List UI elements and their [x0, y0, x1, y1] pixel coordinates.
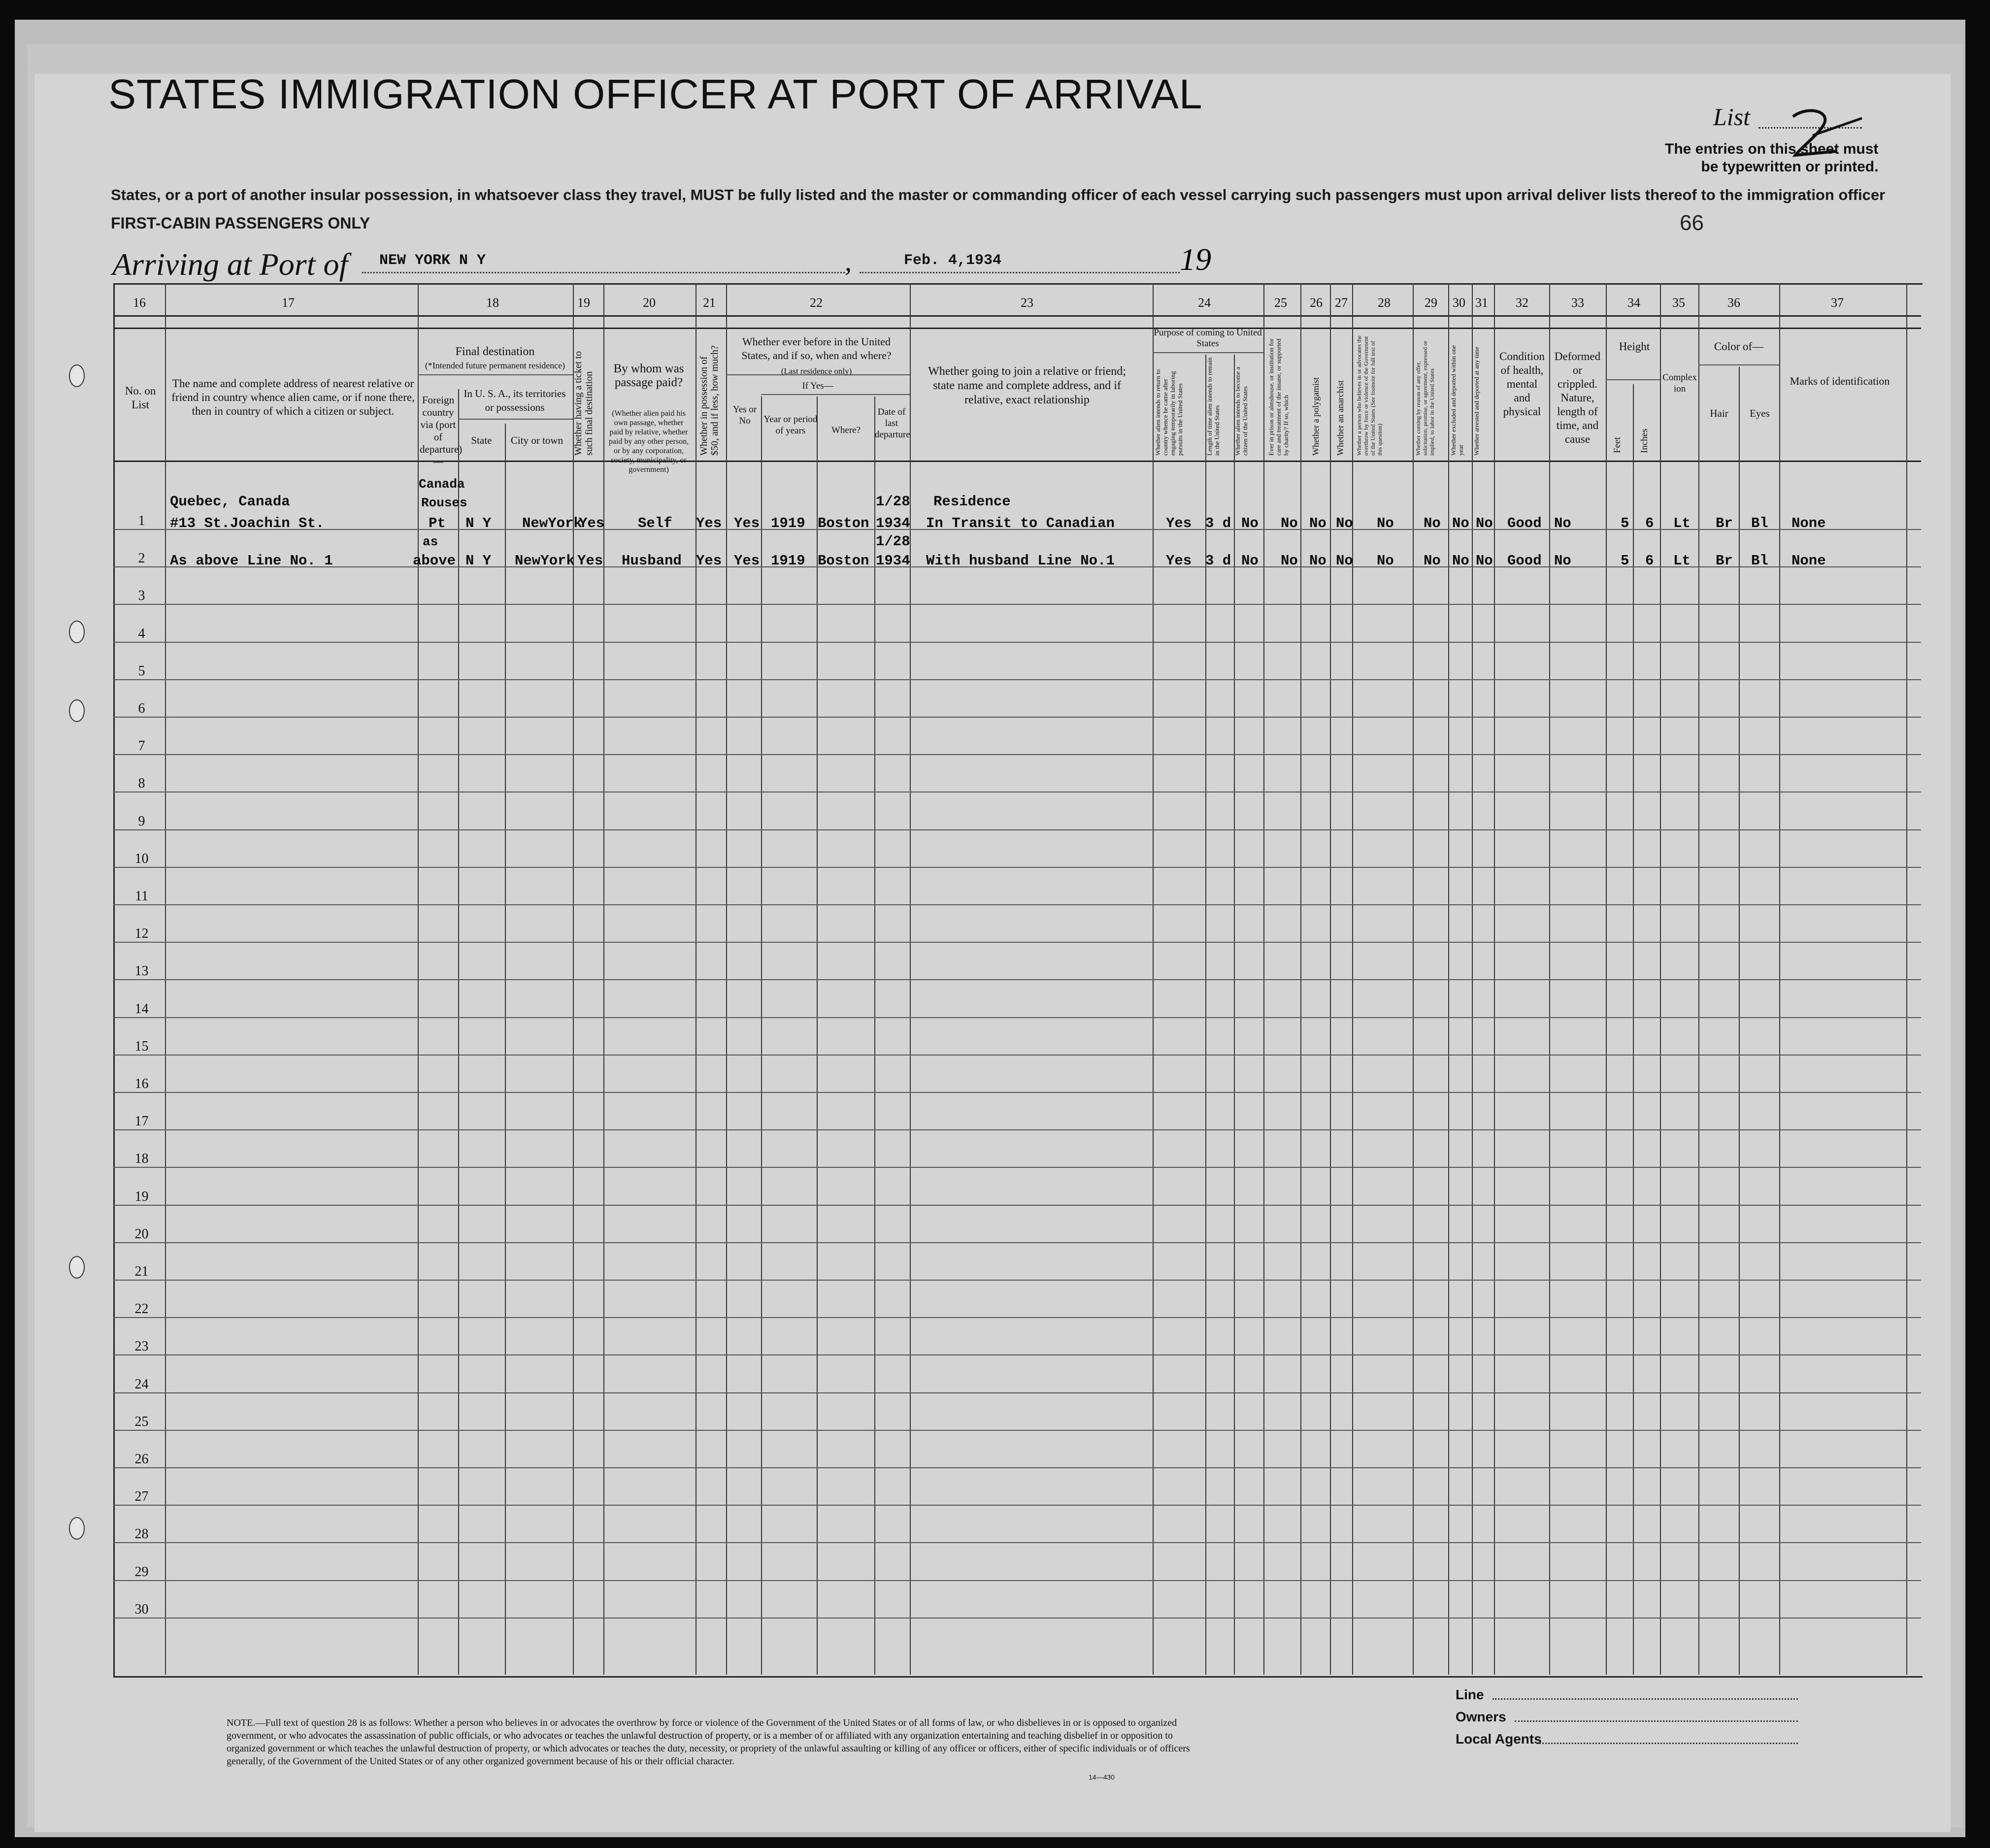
col-num-37: 37: [1831, 296, 1844, 310]
header-bottom: [113, 461, 1921, 462]
hdr-yes-no: Yes or No: [732, 404, 757, 426]
r2-excluded: No: [1452, 553, 1469, 569]
row-number: 5: [138, 663, 145, 679]
hdr-color-of: Color of—: [1714, 340, 1764, 353]
row-number: 28: [134, 1526, 149, 1542]
row-number: 27: [134, 1489, 149, 1505]
r2-date-dep-2: 1934: [876, 553, 910, 569]
port-line: [362, 272, 845, 273]
r2-relative-line1: As above Line No. 1: [170, 553, 333, 569]
r1-condition: Good: [1507, 515, 1542, 531]
row-line: [113, 1617, 1921, 1618]
sheet-number: 66: [1680, 211, 1704, 235]
owners-rule: [1515, 1720, 1798, 1722]
subheader-divider: [1698, 364, 1779, 365]
r2-arrested: No: [1476, 553, 1493, 569]
hdr-eyes: Eyes: [1750, 407, 1770, 419]
col-num-36: 36: [1727, 296, 1740, 310]
row-line: [113, 1017, 1921, 1018]
hdr-marks: Marks of identification: [1790, 375, 1890, 387]
r1-date-dep-2: 1934: [876, 515, 910, 531]
col-num-28: 28: [1378, 296, 1391, 310]
r2-citizen: No: [1241, 553, 1259, 569]
subcolumn-divider: [1739, 367, 1740, 1675]
subcolumn-divider: [817, 396, 818, 1675]
row-line: [113, 642, 1921, 643]
col-num-25: 25: [1274, 296, 1287, 310]
r1-inches: 6: [1645, 515, 1654, 531]
row-line: [113, 1505, 1921, 1506]
hdr-offer: Whether coming by reason of any offer, solicitation, promise, or agreement, expressed or implied, to labor in the United States: [1415, 340, 1435, 456]
hdr-by-whom-note: (Whether alien paid his own passage, whether paid by relative, whether paid by any other person, or by any corporation, society, municipality, or government): [608, 409, 689, 474]
row-number: 26: [134, 1452, 149, 1467]
subcolumn-divider: [458, 389, 459, 1675]
row-number: 10: [134, 851, 149, 866]
row-line: [113, 717, 1921, 718]
r2-prison: No: [1281, 553, 1298, 569]
hdr-overthrow: Whether a person who believes in or advocates the overthrow by force or violence of the Government of the United States (See footnote for full text of this question): [1356, 335, 1383, 456]
row-line: [113, 1092, 1921, 1093]
col-num-22: 22: [810, 296, 823, 310]
row-line: [113, 1167, 1921, 1168]
r2-ticket: Yes: [577, 553, 603, 569]
row-number: 8: [138, 776, 145, 792]
row-number: 4: [138, 626, 145, 641]
col-num-19: 19: [577, 296, 590, 310]
row-number: 6: [138, 701, 145, 716]
r2-foreign-line1: as: [423, 534, 438, 549]
row-number: 22: [134, 1301, 149, 1317]
r2-ever-before: Yes: [734, 553, 760, 569]
hdr-ticket: Whether having a ticket to such final destination: [573, 351, 595, 456]
r2-anarchist: No: [1336, 553, 1353, 569]
subcolumn-divider: [1633, 384, 1634, 1675]
col-num-32: 32: [1516, 296, 1528, 310]
hdr-final-destination-note: (*Intended future permanent residence): [425, 361, 565, 370]
col-num-18: 18: [486, 296, 499, 310]
hdr-state: State: [471, 434, 492, 446]
row-number: 30: [134, 1601, 149, 1617]
row-number: 24: [134, 1376, 149, 1392]
agents-rule: [1537, 1743, 1798, 1744]
row-number: 16: [134, 1076, 149, 1091]
col-num-29: 29: [1425, 296, 1437, 310]
r1-complexion: Lt: [1673, 515, 1691, 531]
r1-overthrow: No: [1377, 515, 1394, 531]
row-number: 17: [134, 1114, 149, 1129]
hdr-purpose-a: Whether alien intends to return to country whence he came after engaging temporarily in laboring pursuits in the United States: [1154, 369, 1184, 456]
binder-hole: [69, 1517, 85, 1540]
r2-hair: Br: [1716, 553, 1733, 569]
hdr-foreign-country: Foreign country via (port of departure)—: [420, 394, 463, 467]
hdr-by-whom-paid: By whom was passage paid?: [613, 362, 684, 389]
hdr-join-relative: Whether going to join a relative or friend; state name and complete address, and if relative, exact relationship: [928, 365, 1126, 406]
r2-offer: No: [1424, 553, 1441, 569]
row-line: [113, 1467, 1921, 1468]
r2-length: 3 d: [1205, 553, 1231, 569]
row-number: 21: [134, 1264, 149, 1279]
hdr-in-usa: In U. S. A., its territories or possessions: [464, 388, 566, 413]
r2-where: Boston: [818, 553, 869, 569]
line-rule: [1492, 1698, 1798, 1700]
row-line: [113, 867, 1921, 868]
owners-label: Owners: [1456, 1709, 1506, 1724]
row-number: 20: [134, 1226, 149, 1242]
hdr-final-destination: Final destination: [455, 345, 535, 358]
arriving-label: Arriving at Port of: [112, 247, 348, 282]
row-line: [113, 1542, 1921, 1543]
r2-city: NewYork: [515, 553, 575, 569]
col-num-27: 27: [1335, 296, 1348, 310]
row-line: [113, 942, 1921, 943]
r1-city: NewYork: [522, 515, 582, 531]
row-line: [113, 1129, 1921, 1130]
hdr-anarchist: Whether an anarchist: [1335, 380, 1345, 456]
r1-deformed: No: [1554, 515, 1571, 531]
r1-ever-before: Yes: [734, 515, 760, 531]
agents-label: Local Agents: [1456, 1731, 1542, 1747]
row-line: [113, 1430, 1921, 1431]
subcolumn-divider: [761, 396, 762, 1675]
r2-condition: Good: [1507, 553, 1542, 569]
row-line: [113, 754, 1921, 755]
entries-note: [1665, 140, 1878, 176]
hdr-ever-before: Whether ever before in the United States, and if so, when and where?: [741, 335, 892, 362]
r1-length: 3 d: [1205, 515, 1231, 531]
row-line: [113, 1280, 1921, 1281]
row-number: 29: [134, 1564, 149, 1580]
r1-eyes: Bl: [1751, 515, 1768, 531]
r1-relative-line2: #13 St.Joachin St.: [170, 515, 325, 531]
r1-state: N Y: [465, 515, 492, 531]
r2-feet: 5: [1621, 553, 1629, 569]
hdr-no-on-list: No. on List: [125, 385, 156, 411]
r1-year: 1919: [771, 515, 805, 531]
col-num-30: 30: [1453, 296, 1465, 310]
subheader-divider: [1153, 352, 1263, 353]
hdr-city: City or town: [510, 434, 564, 446]
col-num-33: 33: [1571, 296, 1584, 310]
row-number: 25: [134, 1414, 149, 1429]
col-num-20: 20: [643, 296, 656, 310]
list-label: List: [1713, 103, 1751, 131]
row-line: [113, 1354, 1921, 1355]
entries-note-line-2: be typewritten or printed.: [1701, 159, 1879, 175]
hdr-date-last-departure: Date of last departure: [875, 407, 910, 440]
hdr-purpose-c: Whether alien intends to become a citizen of the United States: [1234, 366, 1249, 456]
binder-hole: [69, 364, 85, 387]
hdr-prison: Ever in prison or almshouse, or institution for care and treatment of the insane, or supported by charity? If so, which: [1267, 338, 1290, 456]
port-value: NEW YORK N Y: [379, 252, 486, 269]
row-line: [113, 1055, 1921, 1056]
hdr-arrested: Whether arrested and deported at any time: [1473, 347, 1480, 456]
row-line: [113, 904, 1921, 905]
r1-arrested: No: [1476, 515, 1493, 531]
r2-overthrow: No: [1377, 553, 1394, 569]
hdr-complexion: Complexion: [1662, 372, 1697, 394]
subheader-divider: [458, 419, 573, 420]
r2-foreign-line2: above: [413, 553, 456, 569]
subcolumn-divider: [505, 424, 506, 1675]
subheader-divider: [1606, 379, 1660, 380]
row-number: 19: [134, 1188, 149, 1204]
manifest-table: [113, 283, 1923, 1678]
row-line: [113, 679, 1921, 680]
r1-has-50: Yes: [696, 515, 722, 531]
hdr-where: Where?: [831, 425, 861, 435]
row-number: 13: [134, 963, 149, 979]
r2-complexion: Lt: [1673, 553, 1691, 569]
col-num-34: 34: [1627, 296, 1640, 310]
row-line: [113, 829, 1921, 830]
hdr-nearest-relative: The name and complete address of nearest relative or friend in country whence alien came, or if none there, then in country of which a citizen or subject.: [171, 377, 415, 417]
r1-anarchist: No: [1336, 515, 1353, 531]
line-label: Line: [1456, 1687, 1484, 1702]
row-line: [113, 979, 1921, 980]
col-num-23: 23: [1021, 296, 1033, 310]
col-num-17: 17: [282, 296, 295, 310]
header-divider: [113, 328, 1921, 329]
r2-paid-by: Husband: [622, 553, 682, 569]
r2-date-dep-1: 1/28: [876, 533, 910, 550]
row-number: 11: [135, 889, 148, 904]
hdr-possession-50: Whether in possession of $50, and if less, how much?: [698, 345, 720, 456]
r1-prison: No: [1281, 515, 1298, 531]
binder-hole: [69, 621, 85, 643]
comma: ,: [845, 247, 852, 277]
r1-foreign-line2: Rouses: [421, 495, 467, 510]
row-line: [113, 604, 1921, 605]
r1-date-dep-1: 1/28: [876, 494, 910, 510]
r1-join-line2: In Transit to Canadian: [926, 515, 1115, 531]
hdr-hair: Hair: [1710, 407, 1728, 419]
col-num-26: 26: [1310, 296, 1323, 310]
col-num-31: 31: [1475, 296, 1488, 310]
r1-foreign-line1: Canada: [419, 477, 465, 492]
r1-polygamist: No: [1309, 515, 1327, 531]
cabin-class: FIRST-CABIN PASSENGERS ONLY: [111, 214, 370, 232]
r1-return: Yes: [1166, 515, 1192, 531]
r2-state: N Y: [465, 553, 492, 569]
r2-polygamist: No: [1309, 553, 1327, 569]
hdr-condition: Condition of health, mental and physical: [1499, 350, 1545, 418]
col-num-35: 35: [1672, 296, 1685, 310]
r1-relative-line1: Quebec, Canada: [170, 494, 290, 510]
hdr-feet: Feet: [1612, 437, 1623, 453]
r2-deformed: No: [1554, 553, 1571, 569]
r1-citizen: No: [1241, 515, 1259, 531]
r2-eyes: Bl: [1751, 553, 1768, 569]
year-prefix: 19: [1180, 242, 1211, 277]
r2-has-50: Yes: [696, 553, 722, 569]
row-number: 3: [138, 588, 145, 604]
r1-where: Boston: [818, 515, 869, 531]
col-num-21: 21: [703, 296, 716, 310]
row-line: [113, 1205, 1921, 1206]
subcolumn-divider: [874, 396, 875, 1675]
binder-hole: [69, 699, 85, 722]
row-line: [113, 1580, 1921, 1581]
page-title: STATES IMMIGRATION OFFICER AT PORT OF ARRIVAL: [108, 71, 1203, 117]
date-value: Feb. 4,1934: [904, 252, 1002, 269]
date-line: [860, 272, 1180, 273]
r2-join-line1: With husband Line No.1: [926, 553, 1115, 569]
r1-paid-by: Self: [638, 515, 672, 531]
row-line: [113, 1317, 1921, 1318]
entries-note-line-1: The entries on this sheet must: [1665, 141, 1879, 157]
row-number: 15: [134, 1038, 149, 1054]
subheader-divider: [418, 374, 573, 375]
row-number: 9: [138, 813, 145, 829]
row-number: 1: [138, 513, 145, 528]
row-number: 12: [134, 926, 149, 942]
r2-inches: 6: [1645, 553, 1654, 569]
r2-return: Yes: [1166, 553, 1192, 569]
header-divider: [113, 315, 1921, 317]
r1-feet: 5: [1621, 515, 1629, 531]
binder-hole: [69, 1256, 85, 1279]
r1-offer: No: [1424, 515, 1441, 531]
r1-marks: None: [1791, 515, 1826, 531]
hdr-polygamist: Whether a polygamist: [1311, 377, 1321, 456]
row-number: 18: [134, 1151, 149, 1167]
col-num-24: 24: [1198, 296, 1211, 310]
instruction-text: States, or a port of another insular possession, in whatsoever class they travel, MUST be fully listed and the master or commanding officer of each vessel carrying such passengers must upon arrival deliver lists thereof to the immigration officer: [111, 186, 1886, 203]
hdr-inches: Inches: [1639, 429, 1650, 453]
subheader-divider: [761, 394, 910, 395]
r1-foreign-line3: Pt: [429, 515, 446, 531]
hdr-height: Height: [1619, 340, 1650, 353]
subcolumn-divider: [1234, 355, 1235, 1675]
r2-year: 1919: [771, 553, 805, 569]
row-number: 7: [138, 738, 145, 754]
col-num-16: 16: [133, 296, 146, 310]
r1-ticket: Yes: [579, 515, 605, 531]
row-line: [113, 1242, 1921, 1243]
r1-hair: Br: [1716, 515, 1733, 531]
r1-join-line1: Residence: [933, 494, 1011, 510]
hdr-deformed: Deformed or crippled. Nature, length of time, and cause: [1554, 350, 1601, 445]
hdr-purpose: Purpose of coming to United States: [1154, 328, 1262, 349]
hdr-last-residence: (Last residence only): [781, 366, 852, 376]
r1-excluded: No: [1452, 515, 1469, 531]
row-line: [113, 1392, 1921, 1393]
footnote: NOTE.—Full text of question 28 is as follows: Whether a person who believes in or advocates the overthrow by force or violence of the Government of the United States or of all forms of law, or who disbelieves in or is opposed to organized government, or who advocates the assassination of public officials, or who advocates or teaches the unlawful destruction of property, or is a member of or affiliated with any organization entertaining and teaching disbelief in or opposition to organized government or which teaches the unlawful destruction of property, or which advocates or teaches the duty, necessity, or propriety of the unlawful assaulting or killing of any officer or officers, either of specific individuals or of officers generally, of the Government of the United States or of any other organized government because of his or their official character.: [227, 1717, 1190, 1767]
hdr-if-yes: If Yes—: [802, 381, 833, 391]
row-number: 14: [134, 1001, 149, 1017]
row-number: 2: [138, 551, 145, 566]
r2-marks: None: [1791, 553, 1826, 569]
hdr-purpose-b: Length of time alien intends to remain in the United States: [1206, 357, 1221, 456]
hdr-year-period: Year or period of years: [763, 414, 818, 436]
form-number: 14—430: [1089, 1773, 1115, 1781]
row-number: 23: [134, 1339, 149, 1354]
hdr-excluded: Whether excluded and deported within one year: [1450, 345, 1464, 456]
